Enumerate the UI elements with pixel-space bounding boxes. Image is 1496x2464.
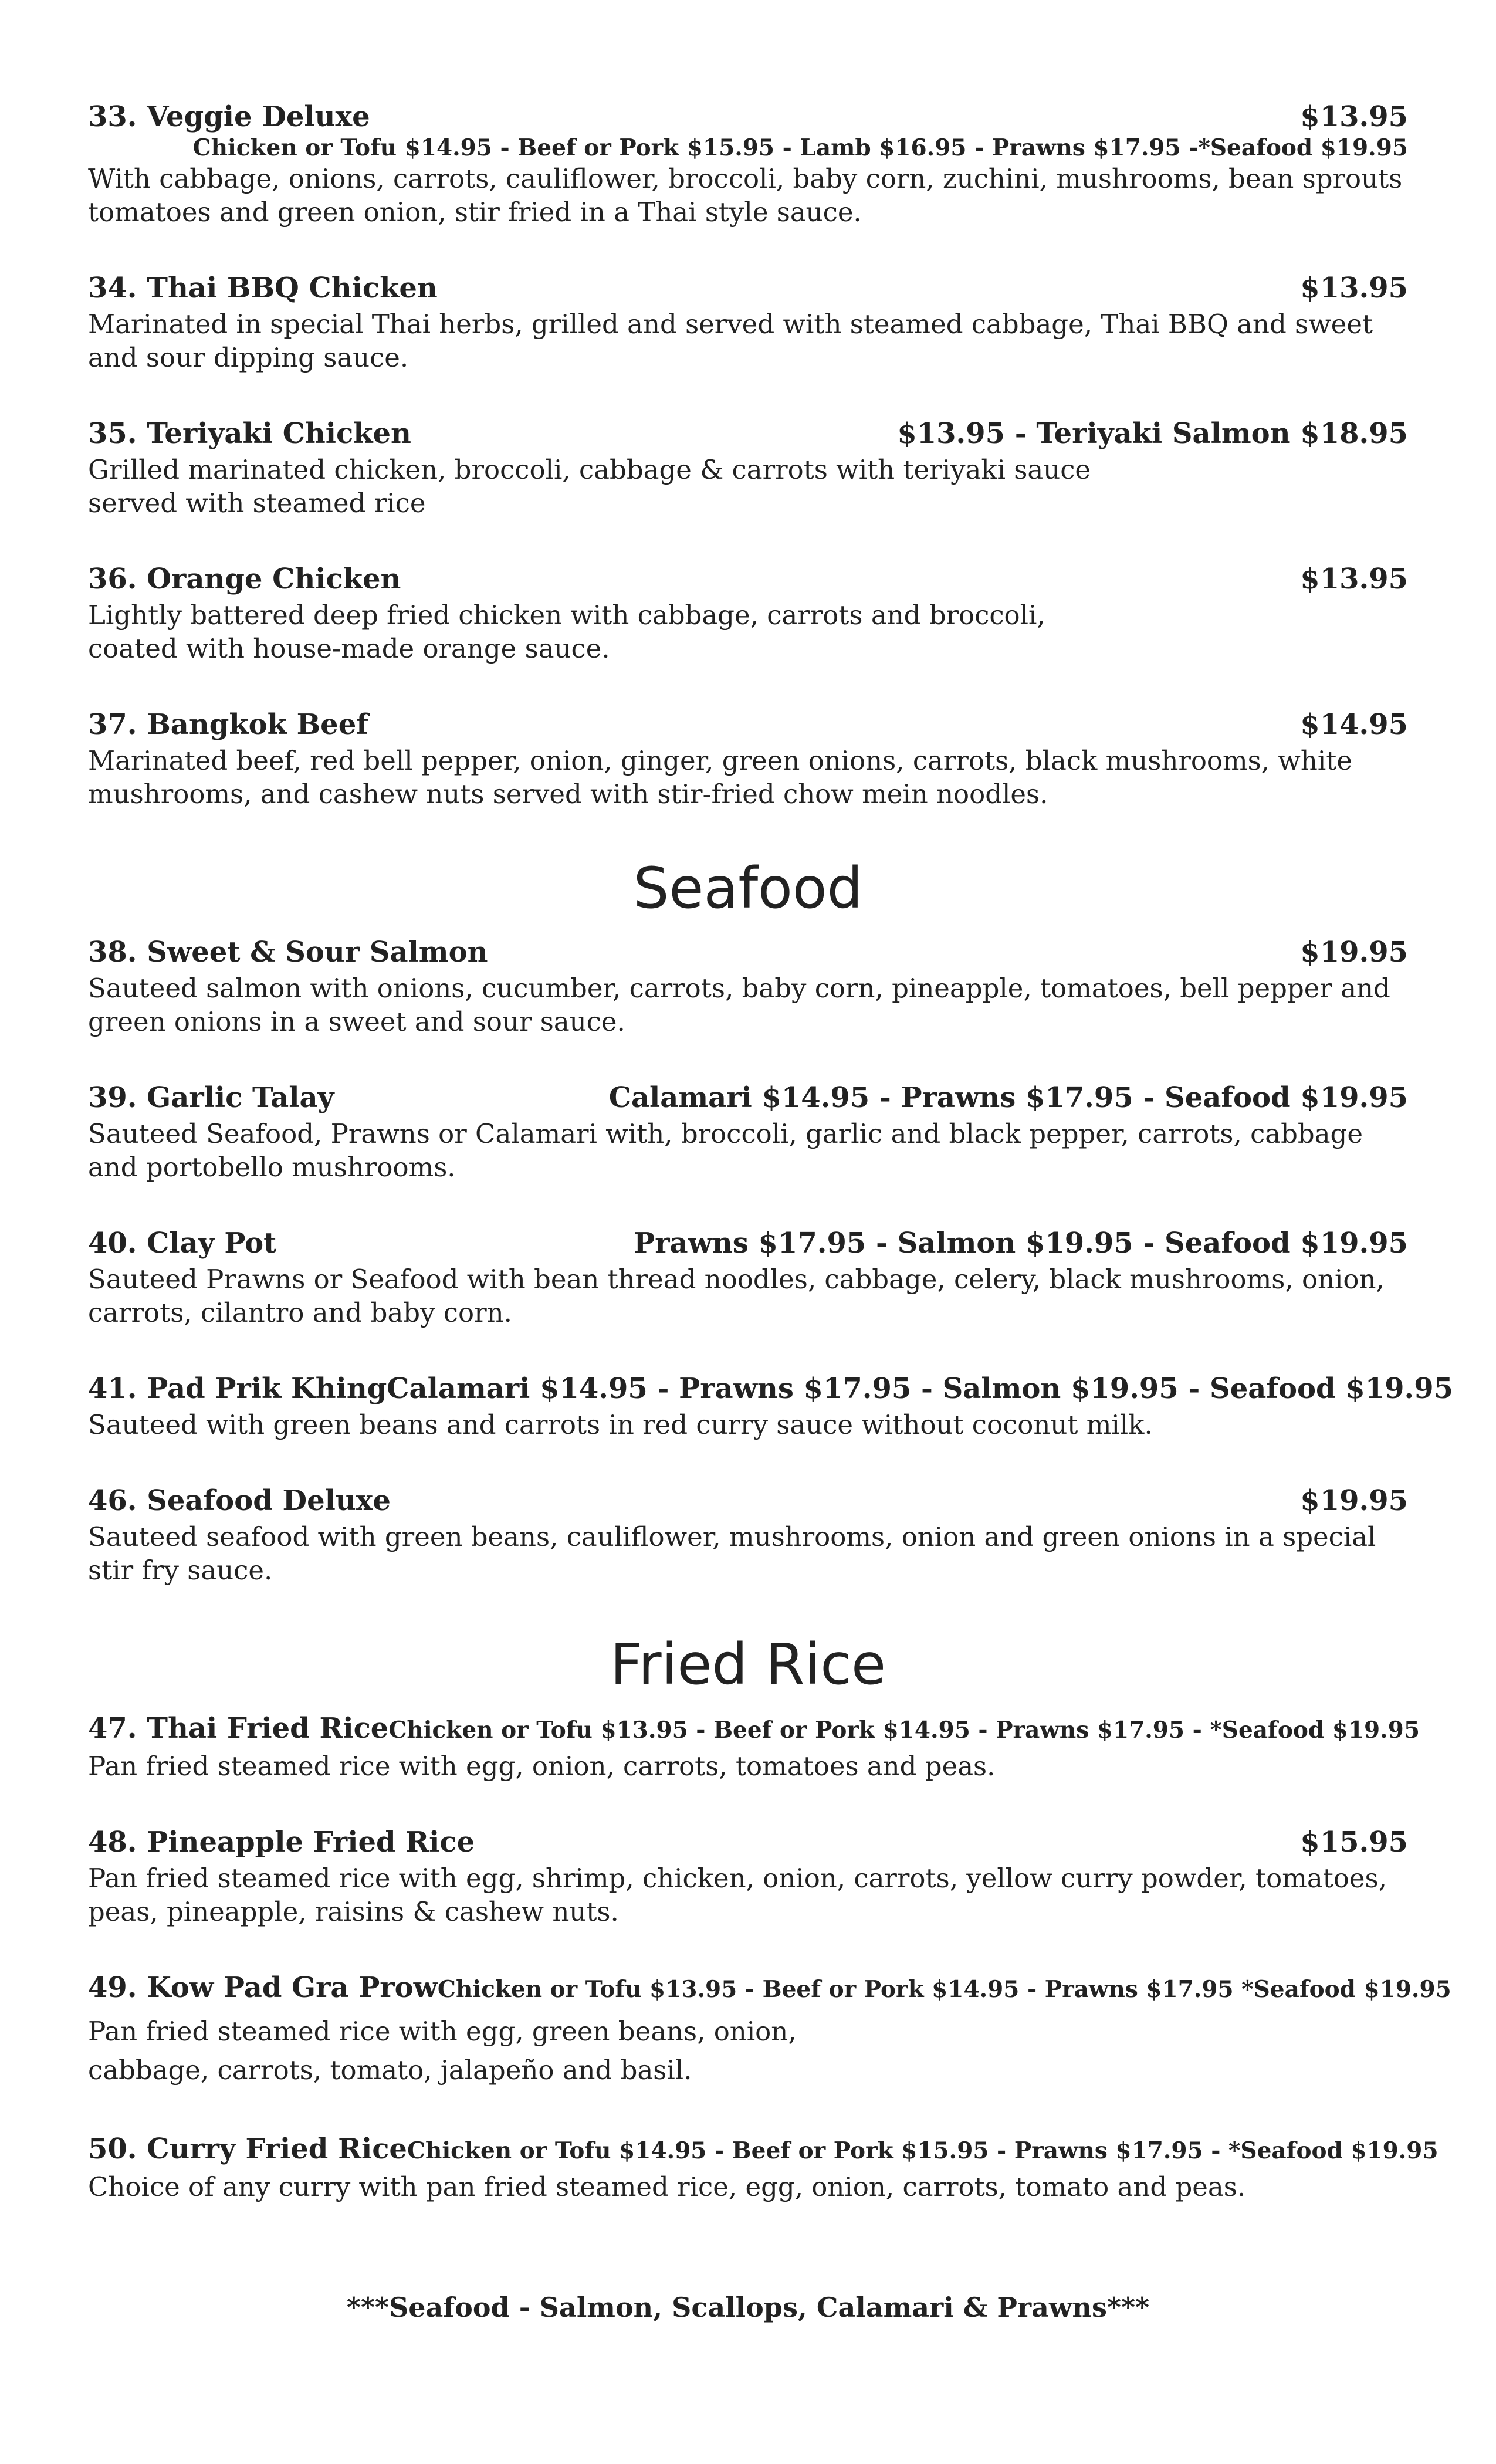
item-price: $15.95 [1300, 1826, 1408, 1859]
item-price: Calamari $14.95 - Prawns $17.95 - Seafood $19.95 [608, 1081, 1408, 1114]
menu-item [88, 708, 1408, 811]
menu-item [88, 100, 1408, 229]
item-header [88, 417, 1408, 451]
item-header [88, 1226, 1408, 1260]
menu-item [88, 1372, 1454, 1441]
item-description: Sauteed Prawns or Seafood with bean thread noodles, cabbage, celery, black mushrooms, onion, carrots, cilantro and baby corn. [88, 1264, 1385, 1328]
item-title: 48. Pineapple Fried Rice [88, 1826, 475, 1859]
menu-item [88, 1081, 1408, 1184]
item-header [88, 1484, 1408, 1518]
item-description: Sauteed with green beans and carrots in red curry sauce without coconut milk. [88, 1409, 1153, 1440]
item-price: Chicken or Tofu $13.95 - Beef or Pork $14.95 - Prawns $17.95 - *Seafood $19.95 [388, 1717, 1420, 1744]
item-title: 34. Thai BBQ Chicken [88, 272, 438, 304]
item-description: Pan fried steamed rice with egg, shrimp, chicken, onion, carrots, yellow curry powder, tomatoes, peas, pineapple, raisins & cashew nuts. [88, 1863, 1387, 1927]
seafood-footnote: ***Seafood - Salmon, Scallops, Calamari & Prawns*** [346, 2292, 1150, 2323]
item-description: Grilled marinated chicken, broccoli, cabbage & carrots with teriyaki sauce served with steamed rice [88, 454, 1091, 519]
item-header [88, 1825, 1408, 1859]
menu-item [88, 2132, 1439, 2204]
menu-page [88, 100, 1454, 2323]
item-header [88, 2132, 1439, 2168]
item-header [88, 1372, 1454, 1406]
item-description: Pan fried steamed rice with egg, onion, carrots, tomatoes and peas. [88, 1751, 996, 1782]
item-price: Chicken or Tofu $14.95 - Beef or Pork $15.95 - Prawns $17.95 - *Seafood $19.95 [407, 2137, 1439, 2164]
item-title: 41. Pad Prik Khing [88, 1372, 387, 1405]
item-title: 46. Seafood Deluxe [88, 1484, 391, 1517]
item-header [88, 1971, 1451, 2006]
item-description: Marinated beef, red bell pepper, onion, ginger, green onions, carrots, black mushrooms, white mushrooms, and cashew nuts served with stir-fried chow mein noodles. [88, 745, 1352, 810]
menu-item [88, 1226, 1408, 1329]
item-title: 36. Orange Chicken [88, 563, 401, 595]
item-header [88, 1081, 1408, 1115]
item-price: $13.95 [1300, 272, 1408, 304]
item-price: $13.95 - Teriyaki Salmon $18.95 [897, 417, 1408, 450]
item-header [88, 562, 1408, 596]
item-price: $13.95 [1300, 100, 1408, 133]
item-description: Lightly battered deep fried chicken with cabbage, carrots and broccoli, coated with house-made orange sauce. [88, 600, 1045, 664]
item-header [88, 271, 1408, 305]
menu-item [88, 935, 1408, 1038]
menu-item [88, 1711, 1420, 1783]
menu-item [88, 562, 1408, 665]
item-price: Calamari $14.95 - Prawns $17.95 - Salmon $19.95 - Seafood $19.95 [387, 1372, 1454, 1405]
item-title: 35. Teriyaki Chicken [88, 417, 411, 450]
item-price: Prawns $17.95 - Salmon $19.95 - Seafood $19.95 [634, 1227, 1408, 1260]
item-description: Choice of any curry with pan fried steamed rice, egg, onion, carrots, tomato and peas. [88, 2171, 1246, 2202]
item-description: Sauteed seafood with green beans, cauliflower, mushrooms, onion and green onions in a special stir fry sauce. [88, 1521, 1376, 1586]
item-title: 37. Bangkok Beef [88, 708, 368, 741]
menu-item [88, 271, 1408, 374]
menu-item [88, 1825, 1408, 1928]
item-header [88, 708, 1408, 742]
item-price: $19.95 [1300, 936, 1408, 969]
menu-item [88, 1484, 1408, 1587]
item-description: With cabbage, onions, carrots, cauliflower, broccoli, baby corn, zuchini, mushrooms, bean sprouts tomatoes and green onion, stir fried in a Thai style sauce. [88, 163, 1403, 228]
item-title: 49. Kow Pad Gra Prow [88, 1971, 438, 2004]
item-header [88, 1711, 1420, 1747]
item-title: 39. Garlic Talay [88, 1081, 334, 1114]
item-sub-price: Chicken or Tofu $14.95 - Beef or Pork $15.95 - Lamb $16.95 - Prawns $17.95 -*Seafood $19.95 [192, 134, 1408, 161]
item-description: Sauteed Seafood, Prawns or Calamari with, broccoli, garlic and black pepper, carrots, cabbage and portobello mushrooms. [88, 1118, 1363, 1183]
item-description: Pan fried steamed rice with egg, green beans, onion, cabbage, carrots, tomato, jalapeño and basil. [88, 2016, 797, 2086]
item-description: Marinated in special Thai herbs, grilled and served with steamed cabbage, Thai BBQ and sweet and sour dipping sauce. [88, 309, 1373, 373]
item-description: Sauteed salmon with onions, cucumber, carrots, baby corn, pineapple, tomatoes, bell pepper and green onions in a sweet and sour sauce. [88, 973, 1390, 1037]
item-price: $14.95 [1300, 708, 1408, 741]
item-header [88, 935, 1408, 969]
item-title: 47. Thai Fried Rice [88, 1712, 389, 1745]
item-title: 40. Clay Pot [88, 1227, 277, 1260]
menu-item [88, 417, 1408, 520]
item-title: 38. Sweet & Sour Salmon [88, 936, 488, 969]
item-price: $13.95 [1300, 563, 1408, 595]
item-price: $19.95 [1300, 1484, 1408, 1517]
item-price: Chicken or Tofu $13.95 - Beef or Pork $14.95 - Prawns $17.95 *Seafood $19.95 [437, 1976, 1451, 2003]
item-header [88, 100, 1408, 134]
item-title: 50. Curry Fried Rice [88, 2133, 407, 2165]
section-heading-seafood: Seafood [633, 855, 863, 921]
menu-item [88, 1971, 1451, 2090]
item-title: 33. Veggie Deluxe [88, 100, 370, 133]
section-heading-fried-rice: Fried Rice [610, 1632, 886, 1697]
